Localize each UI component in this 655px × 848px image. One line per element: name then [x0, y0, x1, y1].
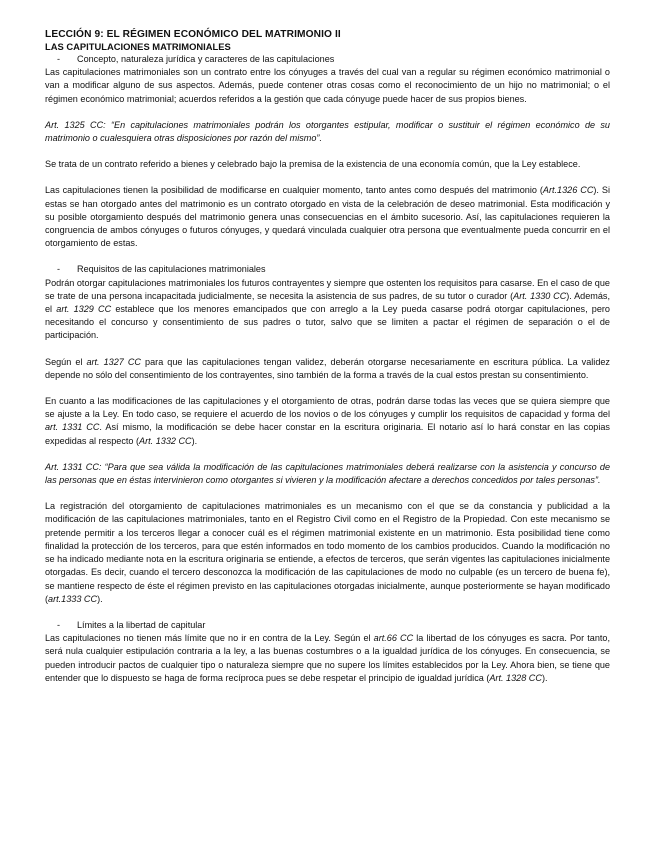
paragraph-requisitos: Podrán otorgar capitulaciones matrimoniales los futuros contrayentes y siempre que ostenten los requisitos para casarse. En el caso de que se trate de una persona incapacitada judicialmente, se necesita la asistencia de sus padres, de su tutor o curador (Art. 1330 CC). Además, el art. 1329 CC establece que los menores emancipados que con arreglo a la Ley pueda casarse podrá otorgar capitulaciones, pero necesitando el concurso y consentimiento de sus padres o tutor, salvo que se limiten a pactar el régimen de separación o el de participación. [45, 277, 610, 341]
paragraph-registracion: La registración del otorgamiento de capitulaciones matrimoniales es un mecanismo con el que se da constancia y publicidad a la modificación de las capitulaciones matrimoniales, tanto en el Registro Civil como en el Registro de la Propiedad. Con este mecanismo se pretende permitir a los terceros llegar a conocer cuál es el régimen matrimonial existente en un matrimonio. Esta posibilidad tiene como finalidad la protección de los terceros, para que estén informados en todo momento de los cambios producidos. Cuando la modificación no se ha indicado mediante nota en la escritura originaria se entiende, a efectos de terceros, que serán vigentes las capitulaciones inicialmente otorgadas. Es decir, cuando el tercero desconozca la modificación de las capitulaciones de modo no culpable (es un tercero de buena fe), se mantiene respecto de éste el régimen previsto en las capitulaciones otorgadas inicialmente, aunque posteriormente se hayan modificado (art.1333 CC). [45, 501, 610, 604]
bullet-heading-requisitos: - Requisitos de las capitulaciones matrimoniales [57, 264, 266, 275]
paragraph-modificacion: Las capitulaciones tienen la posibilidad de modificarse en cualquier momento, tanto antes como después del matrimonio (Art.1326 CC). Si estas se han otorgado antes del matrimonio es un contrato otorgado en vista de la celebración de deseo matrimonial. Esta modificación y su posible otorgamiento después del matrimonio genera unas consecuencias en el ámbito sucesorio. Así, las capitulaciones requieren la congruencia de ambos cónyuges o futuros cónyuges, y quedará vinculada cualquier otra persona que eventualmente pueda concurrir en el otorgamiento de estas. [45, 185, 610, 249]
paragraph-definicion: Las capitulaciones matrimoniales son un contrato entre los cónyuges a través del cual van a regular su régimen económico matrimonial o van a modificar alguno de sus aspectos. Además, puede contener otras cosas como el reconocimiento de un hijo no matrimonial; o el régimen económico matrimonial; acuerdos referidos a la gestión que cada cónyuge puede hacer de sus propios bienes. [45, 67, 610, 104]
page-title: LECCIÓN 9: EL RÉGIMEN ECONÓMICO DEL MATRIMONIO II [45, 29, 341, 40]
bullet-heading-limites: - Límites a la libertad de capitular [57, 619, 206, 630]
paragraph-limites: Las capitulaciones no tienen más límite que no ir en contra de la Ley. Según el art.66 CC la libertad de los cónyuges es sacra. Por tanto, será nula cualquier estipulación contraria a la ley, a las buenas costumbres o a la igualdad jurídica de los cónyuges. En consecuencia, se pueden introducir pactos de cualquier tipo o naturaleza siempre que no supere los límites establecidos por la Ley. Ahora bien, se tiene que entender que lo dispuesto se haga de forma recíproca pues se debe respetar el principio de igualdad jurídica (Art. 1328 CC). [45, 633, 610, 683]
quote-art-1325: Art. 1325 CC: “En capitulaciones matrimoniales podrán los otorgantes estipular, modificar o sustituir el régimen económico de su matrimonio o cualesquiera otras disposiciones por razón del mismo”. [45, 119, 610, 144]
bullet-heading-concepto: - Concepto, naturaleza jurídica y caracteres de las capitulaciones [57, 54, 335, 64]
section-subtitle: LAS CAPITULACIONES MATRIMONIALES [45, 41, 231, 52]
paragraph-modificaciones: En cuanto a las modificaciones de las capitulaciones y el otorgamiento de otras, podrán darse todas las veces que se quiera siempre que se ajuste a la Ley. En todo caso, se requiere el acuerdo de los novios o de los cónyuges y cumplir los requisitos de capacidad y forma del art. 1331 CC. Así mismo, la modificación se debe hacer constar en la escritura originaria. El notario así lo hará constar en las copias expedidas al respecto (Art. 1332 CC). [45, 396, 610, 446]
paragraph-escritura-publica: Según el art. 1327 CC para que las capitulaciones tengan validez, deberán otorgarse necesariamente en escritura pública. La validez depende no sólo del consentimiento de los contrayentes, sino también de la forma a través de la cual estos prestan su consentimiento. [45, 356, 610, 380]
paragraph-contrato-bienes: Se trata de un contrato referido a bienes y celebrado bajo la premisa de la existencia de una economía común, que la Ley establece. [45, 159, 581, 170]
quote-art-1331: Art. 1331 CC: “Para que sea válida la modificación de las capitulaciones matrimoniales deberá realizarse con la asistencia y concurso de las personas que en éstas intervinieron como otorgantes si vivieren y la modificación afectare a derechos concedidos por tales personas”. [45, 461, 610, 486]
